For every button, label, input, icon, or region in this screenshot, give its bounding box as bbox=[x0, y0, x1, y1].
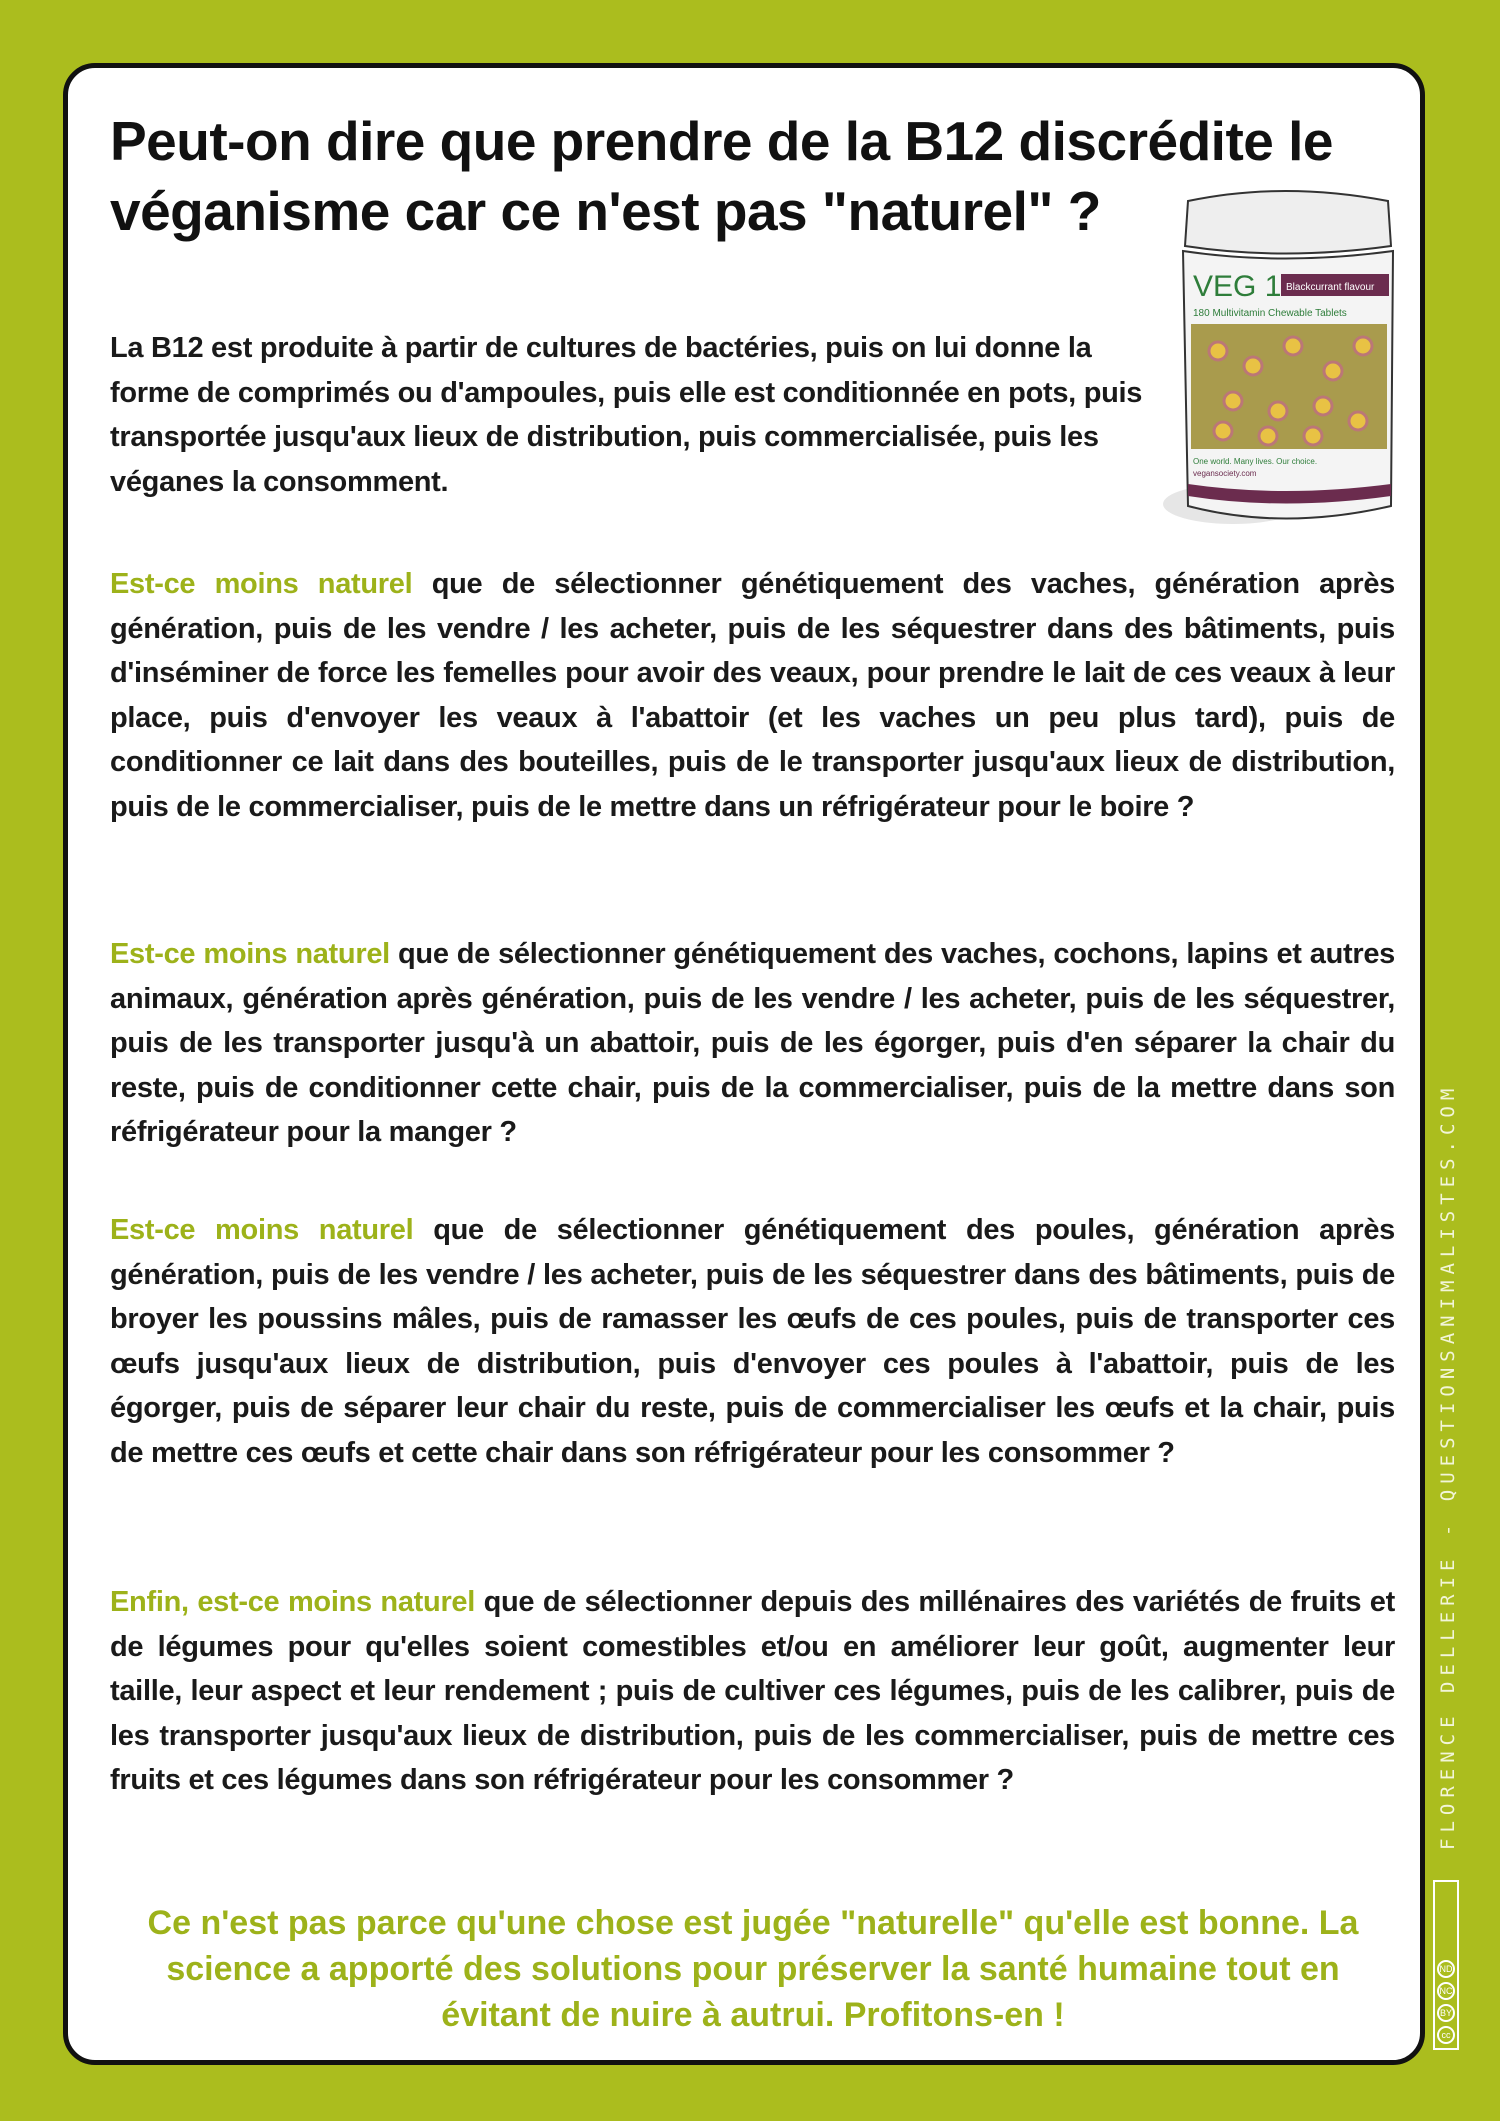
paragraph-milk bbox=[110, 562, 1395, 829]
paragraph-lead: Enfin, est-ce moins naturel bbox=[110, 1586, 476, 1618]
bottle-slogan: One world. Many lives. Our choice. bbox=[1193, 457, 1318, 466]
paragraph-vegetables bbox=[110, 1580, 1395, 1803]
paragraph-text: que de sélectionner génétiquement des vaches, génération après génération, puis de les vendre / les acheter, puis de les séquestrer dans des bâtiments, puis d'inséminer de force les femelles pour avoir des veaux, pour prendre le lait de ces veaux à leur place, puis d'envoyer les veaux à l'abattoir (et les vaches un peu plus tard), puis de conditionner ce lait dans des bouteilles, puis de le transporter jusqu'aux lieux de distribution, puis de le commercialiser, puis de le mettre dans un réfrigérateur pour le boire ? bbox=[110, 568, 1395, 823]
bottle-brand: VEG 1 bbox=[1193, 270, 1282, 303]
cc-nc-icon: NC bbox=[1437, 1982, 1455, 2000]
bottle-flavor: Blackcurrant flavour bbox=[1286, 282, 1375, 293]
paragraph-meat bbox=[110, 932, 1395, 1155]
cc-nd-icon: ND bbox=[1437, 1960, 1455, 1978]
creative-commons-badge bbox=[1433, 1880, 1459, 2050]
conclusion: Ce n'est pas parce qu'une chose est jugée "naturelle" qu'elle est bonne. La science a apporté des solutions pour préserver la santé humaine tout en évitant de nuire à autrui. Profitons-en ! bbox=[147, 1904, 1359, 2034]
paragraph-text: que de sélectionner depuis des millénaires des variétés de fruits et de légumes pour qu'elles soient comestibles et/ou en améliorer leur goût, augmenter leur taille, leur aspect et leur rendement ; puis de cultiver ces légumes, puis de les calibrer, puis de les transporter jusqu'aux lieux de distribution, puis de les commercialiser, puis de mettre ces fruits et ces légumes dans son réfrigérateur pour les consommer ? bbox=[110, 1586, 1395, 1796]
content-card bbox=[63, 63, 1425, 2065]
intro-paragraph: La B12 est produite à partir de cultures de bactéries, puis on lui donne la forme de comprimés ou d'ampoules, puis elle est conditionnée en pots, puis transportée jusqu'aux lieux de distribution, puis commercialisée, puis les véganes la consomment. bbox=[110, 332, 1143, 498]
bottle-site: vegansociety.com bbox=[1193, 469, 1257, 478]
bottle-subtitle: 180 Multivitamin Chewable Tablets bbox=[1193, 308, 1347, 319]
page-title: Peut-on dire que prendre de la B12 discrédite le véganisme car ce n'est pas "naturel" ? bbox=[110, 110, 1334, 242]
paragraph-eggs bbox=[110, 1208, 1395, 1475]
cc-by-icon: BY bbox=[1437, 2004, 1455, 2022]
paragraph-text: que de sélectionner génétiquement des vaches, cochons, lapins et autres animaux, génération après génération, puis de les vendre / les acheter, puis de les séquestrer, puis de les transporter jusqu'à un abattoir, puis de les égorger, puis d'en séparer la chair du reste, puis de conditionner cette chair, puis de la commercialiser, puis de la mettre dans son réfrigérateur pour la manger ? bbox=[110, 938, 1395, 1148]
paragraph-lead: Est-ce moins naturel bbox=[110, 568, 413, 600]
vitamin-bottle-illustration bbox=[1163, 186, 1403, 531]
paragraph-lead: Est-ce moins naturel bbox=[110, 938, 390, 970]
author-credit: FLORENCE DELLERIE - QUESTIONSANIMALISTES.COM bbox=[1437, 1082, 1459, 1850]
cc-icon: cc bbox=[1437, 2026, 1455, 2044]
paragraph-lead: Est-ce moins naturel bbox=[110, 1214, 414, 1246]
paragraph-text: que de sélectionner génétiquement des poules, génération après génération, puis de les vendre / les acheter, puis de les séquestrer dans des bâtiments, puis de broyer les poussins mâles, puis de ramasser les œufs de ces poules, puis de transporter ces œufs jusqu'aux lieux de distribution, puis d'envoyer ces poules à l'abattoir, puis de les égorger, puis de séparer leur chair du reste, puis de commercialiser les œufs et la chair, puis de mettre ces œufs et cette chair dans son réfrigérateur pour les consommer ? bbox=[110, 1214, 1396, 1469]
